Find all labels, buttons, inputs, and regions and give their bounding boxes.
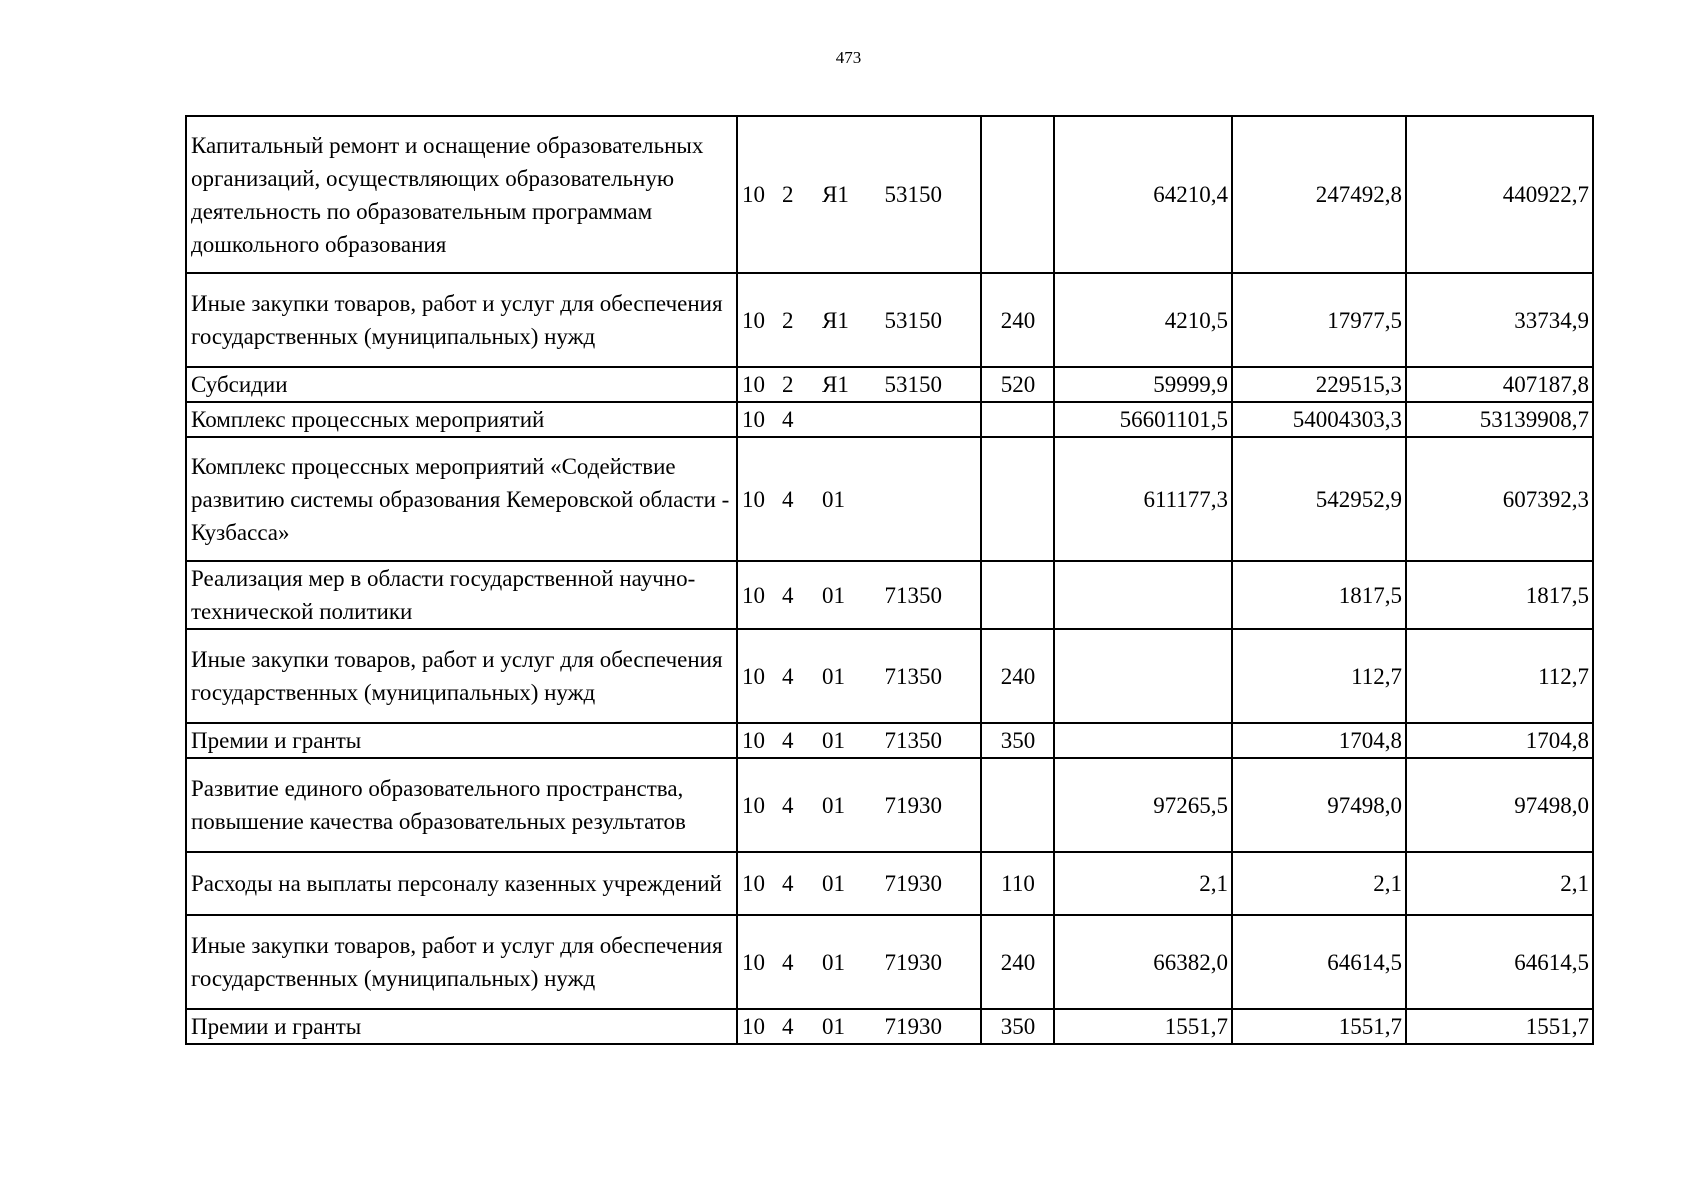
amount-year-1: 1551,7: [1164, 1014, 1228, 1039]
expense-type-cell: [981, 758, 1054, 852]
direction-code: 71930: [884, 949, 942, 975]
amount-year-2: 112,7: [1351, 663, 1402, 689]
amount-year-1-cell: [1054, 402, 1232, 437]
expense-type-cell: [981, 852, 1054, 915]
row-name: Иные закупки товаров, работ и услуг для обеспечения государственных (муниципальных) нужд: [191, 933, 723, 991]
expense-type-cell: [981, 402, 1054, 437]
amount-year-3-cell: [1406, 116, 1593, 273]
amount-year-2: 17977,5: [1327, 307, 1402, 333]
row-name-cell: [186, 561, 737, 629]
amount-year-3: 33734,9: [1514, 307, 1589, 333]
amount-year-2-cell: [1232, 852, 1406, 915]
amount-year-3-cell: [1406, 915, 1593, 1009]
section-code: 10: [742, 407, 765, 432]
row-code-cell: [737, 367, 981, 402]
amount-year-3: 607392,3: [1502, 486, 1589, 512]
amount-year-2: 1551,7: [1338, 1014, 1402, 1039]
amount-year-2-cell: [1232, 629, 1406, 723]
amount-year-1-cell: [1054, 915, 1232, 1009]
table-row: [186, 723, 1593, 758]
row-name-cell: [186, 915, 737, 1009]
amount-year-3: 1704,8: [1525, 728, 1589, 753]
expense-type-code: 110: [1001, 871, 1035, 896]
row-code-cell: [737, 758, 981, 852]
amount-year-1: 611177,3: [1143, 486, 1228, 512]
amount-year-3-cell: [1406, 273, 1593, 367]
budget-table: [185, 115, 1594, 1045]
subsection-code: 4: [782, 486, 794, 512]
table-row: [186, 1009, 1593, 1044]
row-name-cell: [186, 852, 737, 915]
amount-year-2: 54004303,3: [1292, 407, 1402, 432]
direction-code: 53150: [884, 182, 942, 207]
program-code: 01: [822, 728, 845, 753]
table-body: [186, 116, 1593, 1044]
amount-year-2: 2,1: [1373, 871, 1402, 896]
row-name-cell: [186, 273, 737, 367]
row-name: Капитальный ремонт и оснащение образовательных организаций, осуществляющих образовательную деятельность по образовательным программам дошкольного образования: [191, 132, 704, 257]
expense-type-cell: [981, 561, 1054, 629]
direction-code: 71350: [884, 582, 942, 608]
amount-year-2: 97498,0: [1327, 792, 1402, 818]
row-name-cell: [186, 437, 737, 561]
direction-code: 53150: [884, 307, 942, 333]
amount-year-3-cell: [1406, 1009, 1593, 1044]
row-name-cell: [186, 367, 737, 402]
program-code: 01: [822, 871, 845, 896]
subsection-code: 4: [782, 949, 794, 975]
amount-year-1-cell: [1054, 367, 1232, 402]
row-name: Расходы на выплаты персоналу казенных учреждений: [191, 871, 722, 896]
section-code: 10: [742, 871, 765, 896]
program-code: 01: [822, 1014, 845, 1039]
row-name: Субсидии: [191, 372, 288, 397]
amount-year-1-cell: [1054, 758, 1232, 852]
expense-type-cell: [981, 629, 1054, 723]
amount-year-1: 2,1: [1199, 871, 1228, 896]
amount-year-2-cell: [1232, 561, 1406, 629]
section-code: 10: [742, 182, 765, 207]
row-code-cell: [737, 915, 981, 1009]
expense-type-cell: [981, 273, 1054, 367]
amount-year-1-cell: [1054, 116, 1232, 273]
program-code: 01: [822, 486, 845, 512]
direction-code: 71350: [884, 728, 942, 753]
program-code: 01: [822, 663, 845, 689]
amount-year-3-cell: [1406, 437, 1593, 561]
program-code: Я1: [822, 307, 849, 333]
table-row: [186, 367, 1593, 402]
table-row: [186, 402, 1593, 437]
program-code: Я1: [822, 182, 849, 207]
expense-type-cell: [981, 437, 1054, 561]
subsection-code: 4: [782, 582, 794, 608]
row-code-cell: [737, 561, 981, 629]
direction-code: 71930: [884, 792, 942, 818]
amount-year-2: 1817,5: [1338, 582, 1402, 608]
amount-year-3: 112,7: [1538, 663, 1589, 689]
section-code: 10: [742, 372, 765, 397]
table-row: [186, 915, 1593, 1009]
row-name: Комплекс процессных мероприятий «Содействие развитию системы образования Кемеровской области - Кузбасса»: [191, 453, 730, 545]
program-code: 01: [822, 792, 845, 818]
amount-year-2-cell: [1232, 915, 1406, 1009]
row-code-cell: [737, 1009, 981, 1044]
section-code: 10: [742, 949, 765, 975]
row-code-cell: [737, 273, 981, 367]
row-code-cell: [737, 402, 981, 437]
expense-type-cell: [981, 915, 1054, 1009]
expense-type-cell: [981, 367, 1054, 402]
amount-year-1-cell: [1054, 437, 1232, 561]
row-name: Иные закупки товаров, работ и услуг для обеспечения государственных (муниципальных) нужд: [191, 647, 723, 705]
table-row: [186, 116, 1593, 273]
amount-year-2-cell: [1232, 723, 1406, 758]
section-code: 10: [742, 792, 765, 818]
subsection-code: 4: [782, 728, 794, 753]
amount-year-1-cell: [1054, 1009, 1232, 1044]
amount-year-3: 53139908,7: [1479, 407, 1589, 432]
expense-type-code: 240: [1000, 307, 1036, 333]
amount-year-1: 59999,9: [1153, 372, 1228, 397]
row-code-cell: [737, 852, 981, 915]
subsection-code: 4: [782, 1014, 794, 1039]
amount-year-3-cell: [1406, 758, 1593, 852]
table-row: [186, 852, 1593, 915]
amount-year-3: 2,1: [1560, 871, 1589, 896]
section-code: 10: [742, 486, 765, 512]
amount-year-3: 440922,7: [1502, 182, 1589, 207]
direction-code: 53150: [884, 372, 942, 397]
direction-code: 71930: [884, 871, 942, 896]
program-code: Я1: [822, 372, 849, 397]
amount-year-3-cell: [1406, 402, 1593, 437]
row-code-cell: [737, 723, 981, 758]
section-code: 10: [742, 307, 765, 333]
amount-year-2-cell: [1232, 367, 1406, 402]
section-code: 10: [742, 1014, 765, 1039]
expense-type-code: 520: [1000, 372, 1036, 397]
row-name: Реализация мер в области государственной научно-технической политики: [191, 566, 696, 624]
page-number: 473: [835, 48, 862, 67]
amount-year-1: 66382,0: [1153, 949, 1228, 975]
subsection-code: 2: [782, 307, 794, 333]
row-name-cell: [186, 723, 737, 758]
expense-type-code: 350: [1000, 728, 1036, 753]
table-row: [186, 437, 1593, 561]
expense-type-cell: [981, 723, 1054, 758]
amount-year-1-cell: [1054, 629, 1232, 723]
row-name: Иные закупки товаров, работ и услуг для обеспечения государственных (муниципальных) нужд: [191, 291, 723, 349]
row-name: Премии и гранты: [191, 1014, 362, 1039]
expense-type-code: 240: [1000, 949, 1036, 975]
amount-year-2-cell: [1232, 437, 1406, 561]
row-name: Комплекс процессных мероприятий: [191, 407, 545, 432]
expense-type-cell: [981, 1009, 1054, 1044]
row-code-cell: [737, 437, 981, 561]
amount-year-2: 229515,3: [1315, 372, 1402, 397]
amount-year-2: 542952,9: [1315, 486, 1402, 512]
amount-year-3-cell: [1406, 561, 1593, 629]
row-code-cell: [737, 116, 981, 273]
program-code: 01: [822, 949, 845, 975]
row-name-cell: [186, 402, 737, 437]
amount-year-3-cell: [1406, 629, 1593, 723]
amount-year-3: 1551,7: [1525, 1014, 1589, 1039]
amount-year-2-cell: [1232, 1009, 1406, 1044]
amount-year-1-cell: [1054, 852, 1232, 915]
amount-year-1: 56601101,5: [1119, 407, 1228, 432]
program-code: 01: [822, 582, 845, 608]
section-code: 10: [742, 663, 765, 689]
amount-year-1: 64210,4: [1153, 182, 1228, 207]
amount-year-3: 407187,8: [1502, 372, 1589, 397]
subsection-code: 4: [782, 792, 794, 818]
amount-year-3-cell: [1406, 852, 1593, 915]
subsection-code: 2: [782, 182, 794, 207]
row-name: Премии и гранты: [191, 728, 362, 753]
expense-type-code: 240: [1000, 663, 1036, 689]
row-name: Развитие единого образовательного пространства, повышение качества образовательных результатов: [191, 776, 686, 834]
expense-type-code: 350: [1000, 1014, 1036, 1039]
amount-year-3: 64614,5: [1514, 949, 1589, 975]
amount-year-2-cell: [1232, 273, 1406, 367]
amount-year-3-cell: [1406, 367, 1593, 402]
table-row: [186, 758, 1593, 852]
section-code: 10: [742, 728, 765, 753]
amount-year-1-cell: [1054, 273, 1232, 367]
direction-code: 71350: [884, 663, 942, 689]
direction-code: 71930: [884, 1014, 942, 1039]
amount-year-2: 247492,8: [1315, 182, 1402, 207]
row-name-cell: [186, 116, 737, 273]
amount-year-1-cell: [1054, 561, 1232, 629]
amount-year-2-cell: [1232, 402, 1406, 437]
amount-year-1-cell: [1054, 723, 1232, 758]
amount-year-3-cell: [1406, 723, 1593, 758]
row-code-cell: [737, 629, 981, 723]
amount-year-1: 97265,5: [1153, 792, 1228, 818]
amount-year-2: 1704,8: [1338, 728, 1402, 753]
amount-year-2: 64614,5: [1327, 949, 1402, 975]
subsection-code: 4: [782, 871, 794, 896]
amount-year-3: 1817,5: [1525, 582, 1589, 608]
amount-year-1: 4210,5: [1164, 307, 1228, 333]
table-row: [186, 561, 1593, 629]
section-code: 10: [742, 582, 765, 608]
row-name-cell: [186, 629, 737, 723]
table-row: [186, 273, 1593, 367]
subsection-code: 2: [782, 372, 794, 397]
expense-type-cell: [981, 116, 1054, 273]
subsection-code: 4: [782, 663, 794, 689]
row-name-cell: [186, 1009, 737, 1044]
amount-year-2-cell: [1232, 116, 1406, 273]
table-row: [186, 629, 1593, 723]
amount-year-3: 97498,0: [1514, 792, 1589, 818]
amount-year-2-cell: [1232, 758, 1406, 852]
row-name-cell: [186, 758, 737, 852]
subsection-code: 4: [782, 407, 794, 432]
